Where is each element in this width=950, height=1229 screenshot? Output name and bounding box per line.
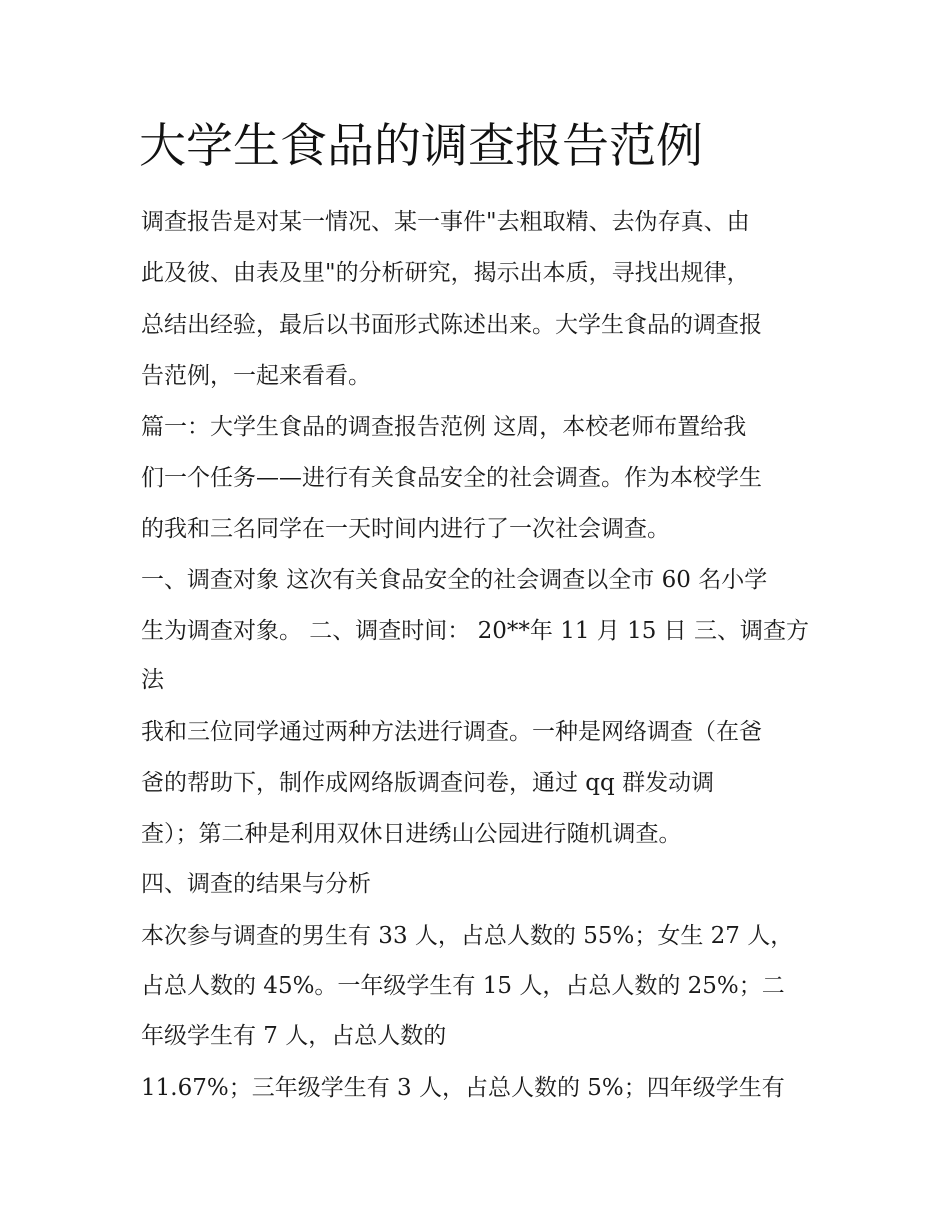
text-line: 年级学生有 7 人，占总人数的 xyxy=(141,1023,447,1049)
document-title: 大学生食品的调查报告范例 xyxy=(139,119,703,174)
text-line: 本次参与调查的男生有 33 人，占总人数的 55%；女生 27 人， xyxy=(141,923,794,949)
text-line: 调查报告是对某一情况、某一事件"去粗取精、去伪存真、由 xyxy=(141,209,750,235)
text-line: 爸的帮助下，制作成网络版调查问卷，通过 qq 群发动调 xyxy=(141,770,715,796)
text-line: 四、调查的结果与分析 xyxy=(141,871,371,897)
text-line: 篇一：大学生食品的调查报告范例 这周，本校老师布置给我 xyxy=(141,414,747,440)
text-line: 占总人数的 45%。一年级学生有 15 人，占总人数的 25%；二 xyxy=(141,973,785,999)
text-line: 此及彼、由表及里"的分析研究，揭示出本质，寻找出规律， xyxy=(141,260,750,286)
text-line: 们一个任务——进行有关食品安全的社会调查。作为本校学生 xyxy=(141,465,762,491)
text-line: 一、调查对象 这次有关食品安全的社会调查以全市 60 名小学 xyxy=(141,567,768,593)
text-line: 11.67%；三年级学生有 3 人，占总人数的 5%；四年级学生有 xyxy=(141,1075,785,1101)
text-line: 总结出经验，最后以书面形式陈述出来。大学生食品的调查报 xyxy=(141,312,762,338)
text-line: 我和三位同学通过两种方法进行调查。一种是网络调查（在爸 xyxy=(141,719,762,745)
text-line: 法 xyxy=(141,667,164,693)
text-line: 告范例，一起来看看。 xyxy=(141,363,371,389)
text-line: 生为调查对象。 二、调查时间： 20**年 11 月 15 日 三、调查方 xyxy=(141,618,809,644)
text-line: 的我和三名同学在一天时间内进行了一次社会调查。 xyxy=(141,516,670,542)
text-line: 查）；第二种是利用双休日进绣山公园进行随机调查。 xyxy=(141,821,682,847)
